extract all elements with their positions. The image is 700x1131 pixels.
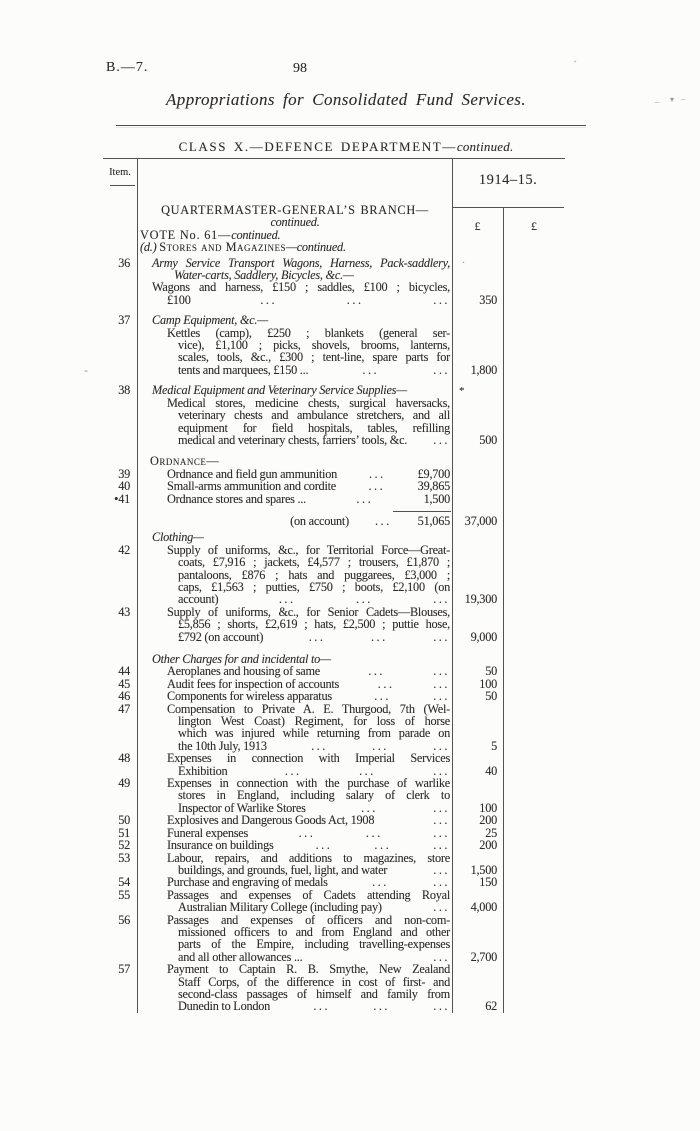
text-segment: Insurance on buildings (167, 838, 274, 853)
text-segment: —continued. (286, 240, 346, 255)
text-segment: Explosives and Dangerous Goods Act, 1908 (167, 813, 375, 828)
amount-cell-vote-total (503, 914, 565, 964)
amount-cell-1914-15 (452, 963, 503, 1013)
text-line (140, 1000, 450, 1012)
item-number: 50 (118, 813, 130, 828)
dot-leader: ... (433, 689, 450, 704)
dot-leader: ... (433, 838, 450, 853)
dot-leader: ... (372, 875, 389, 890)
entry-description (137, 914, 452, 964)
amount-cell-1914-15 (452, 889, 503, 914)
amount-cell-vote-total (503, 678, 565, 690)
item-number: 44 (118, 664, 130, 679)
dot-leader: ... (315, 838, 333, 853)
dot-leader: ... (433, 813, 450, 828)
text-segment: Payment to Captain R. B. Smythe, New Zealand (167, 962, 450, 977)
entry-item-36 (103, 257, 565, 307)
text-segment: Clothing— (152, 530, 204, 545)
item-number (103, 531, 137, 543)
scan-artifact: - (84, 363, 88, 377)
dot-leader: ... (365, 825, 383, 840)
pound-symbol-col2: £ (531, 219, 537, 233)
text-segment: Labour, repairs, and additions to magazines, store (167, 850, 450, 865)
amount-cell-1914-15 (452, 876, 503, 888)
dot-leader: ... (433, 949, 450, 964)
entry-item-57 (103, 963, 565, 1013)
dot-leader: ... (368, 664, 385, 679)
item-number: 57 (118, 962, 130, 977)
text-segment: Aeroplanes and housing of same (167, 664, 321, 679)
entry-description (137, 384, 452, 446)
entry-block (103, 515, 565, 527)
text-segment: — (206, 454, 219, 469)
item-number: 47 (118, 701, 130, 716)
amount-value: 37,000 (464, 513, 497, 528)
amount-value: 2,700 (470, 949, 497, 964)
text-segment: Staff Corps, of the difference in cost of first- and (178, 974, 450, 989)
amount-cell-vote-total (503, 690, 565, 702)
inline-amount: 1,500 (423, 491, 450, 506)
line-text (178, 434, 407, 446)
dot-leader: ... (433, 999, 450, 1014)
line-text (167, 493, 306, 505)
text-segment: and all other allowances ... (178, 949, 303, 964)
text-segment: £100 (167, 292, 191, 307)
entry-item-48 (103, 752, 565, 777)
text-segment: Dunedin to London (178, 999, 271, 1014)
item-number (103, 455, 137, 467)
entry-item-53 (103, 852, 565, 877)
line-text (178, 364, 308, 376)
amount-cell-vote-total (503, 777, 565, 814)
scan-artifact: ´ (573, 58, 577, 72)
amount-value: 100 (479, 676, 497, 691)
text-segment: medical and veterinary chests, farriers’ tools, &c. (178, 432, 408, 447)
amount-cell-1914-15 (452, 204, 503, 254)
amount-value: 1,500 (470, 862, 497, 877)
entry-item-47 (103, 703, 565, 753)
amount-cell-vote-total (503, 852, 565, 877)
item-number: 52 (118, 838, 130, 853)
item-number: 43 (118, 604, 130, 619)
text-segment: Ordnance and field gun ammunition (167, 466, 338, 481)
amount-value: 500 (479, 432, 497, 447)
text-segment: buildings, and grounds, fuel, light, and water (178, 862, 388, 877)
text-segment: Water-carts, Saddlery, Bicycles, &c.— (174, 268, 354, 283)
dot-leader: ... (374, 513, 392, 528)
text-segment: Exhibition (178, 763, 228, 778)
text-segment: Expenses in connection with the purchase of warlike (167, 776, 450, 791)
item-number: 38 (118, 383, 130, 398)
amount-value: 350 (479, 292, 497, 307)
amount-cell-vote-total (503, 653, 565, 665)
text-line (140, 434, 450, 446)
dot-leader: ... (377, 676, 395, 691)
dot-leader: ... (433, 875, 450, 890)
dot-leader: ... (372, 738, 389, 753)
item-number: 39 (118, 466, 130, 481)
item-number: 48 (118, 751, 130, 766)
scan-artifact: – (681, 94, 685, 103)
text-segment: tents and marquees, £150 ... (178, 362, 309, 377)
item-number: 51 (118, 825, 130, 840)
text-segment: continued. (270, 215, 320, 230)
entries (103, 158, 565, 1013)
item-number (103, 204, 137, 254)
scan-artifact: – (655, 97, 660, 107)
dot-leader: ... (433, 738, 450, 753)
text-segment: the 10th July, 1913 (178, 738, 267, 753)
amount-cell-1914-15 (452, 493, 503, 505)
entry-block (103, 204, 565, 254)
text-segment: missioned officers to and from England and other (178, 924, 450, 939)
dot-leader: ... (433, 862, 450, 877)
dot-leader: ... (356, 491, 374, 506)
item-number: 53 (118, 850, 130, 865)
text-segment: coats, £7,916 ; jackets, £4,577 ; trousers, £1,870 ; (178, 555, 450, 570)
text-segment: QUARTERMASTER-GENERAL’S BRANCH— (161, 203, 429, 217)
subtotal-rule (393, 511, 451, 512)
dot-leader: ... (359, 763, 376, 778)
entry-description (137, 204, 452, 254)
text-segment: scales, tools, &c., £300 ; tent-line, spare parts for (178, 350, 450, 365)
line-text (178, 631, 263, 643)
text-segment: Small-arms ammunition and cordite (167, 479, 336, 494)
amount-cell-1914-15 (452, 515, 503, 527)
entry-item-56 (103, 914, 565, 964)
page-number: 98 (293, 61, 307, 76)
amount-cell-1914-15 (452, 752, 503, 777)
inline-amount: 39,865 (417, 479, 450, 494)
entry-description (137, 515, 452, 527)
amount-cell-1914-15 (452, 914, 503, 964)
dot-leader: ... (433, 629, 450, 644)
item-column-header: Item. (109, 167, 131, 178)
entry-item-41 (103, 493, 565, 505)
amount-value: 200 (479, 813, 497, 828)
dot-leader: ... (356, 592, 373, 607)
amount-cell-1914-15 (452, 314, 503, 376)
text-segment: second-class passages of himself and family from (178, 986, 450, 1001)
text-segment: Funeral expenses (167, 825, 249, 840)
item-number: 56 (118, 912, 130, 927)
amount-value: 62 (485, 999, 497, 1014)
entry-description (137, 257, 452, 307)
text-segment: which was injured while returning from parade on (178, 726, 450, 741)
amount-value: 5 (491, 738, 497, 753)
dot-leader: ... (308, 629, 326, 644)
text-segment: Stores and Magazines (159, 240, 287, 255)
text-segment: Kettles (camp), £250 ; blankets (general ser- (167, 325, 450, 340)
dot-leader: ... (433, 800, 450, 815)
entry-description (137, 752, 452, 777)
amount-value: 1,800 (470, 362, 497, 377)
amount-value: 100 (479, 800, 497, 815)
item-number: 45 (118, 676, 130, 691)
text-line (140, 241, 450, 253)
entry-description (137, 314, 452, 376)
dot-leader: ... (433, 592, 450, 607)
dot-leader: ... (433, 763, 450, 778)
horizontal-rule (116, 125, 586, 126)
pound-symbol-col1: £ (474, 219, 481, 233)
item-number: 54 (118, 875, 130, 890)
text-segment: Australian Military College (including pay) (178, 900, 382, 915)
amount-value: 150 (479, 875, 497, 890)
item-number: 42 (118, 542, 130, 557)
item-number: 36 (118, 255, 130, 270)
dot-leader: ... (260, 292, 278, 307)
dot-leader: ... (368, 466, 386, 481)
amount-marker: * (459, 385, 465, 398)
amount-cell-vote-total (503, 531, 565, 543)
entry-description (137, 889, 452, 914)
text-line (140, 515, 450, 527)
amount-value: 19,300 (464, 592, 497, 607)
dot-leader: ... (311, 738, 328, 753)
text-segment: Ordnance (150, 454, 207, 469)
text-segment: Compensation to Private A. E. Thurgood, 7th (Wel- (167, 701, 450, 716)
document-title: Appropriations for Consolidated Fund Services. (166, 90, 526, 109)
amount-cell-1914-15 (452, 384, 503, 446)
item-number (103, 515, 137, 527)
text-line (140, 631, 450, 643)
dot-leader: ... (433, 664, 450, 679)
entry-item-37 (103, 314, 565, 376)
amount-cell-1914-15 (452, 257, 503, 307)
amount-cell-vote-total (503, 493, 565, 505)
amount-cell-1914-15 (452, 777, 503, 814)
text-segment: lington West Coast) Regiment, for loss of horse (178, 714, 450, 729)
dot-leader: ... (374, 689, 391, 704)
entry-description (137, 963, 452, 1013)
amount-value: 4,000 (470, 900, 497, 915)
amount-cell-vote-total (503, 544, 565, 606)
amount-value: 40 (485, 763, 497, 778)
text-segment: equipment for field hospitals, tables, refilling (178, 420, 450, 435)
text-segment: vice), £1,100 ; picks, shovels, brooms, lanterns, (178, 338, 450, 353)
dot-leader: ... (278, 592, 296, 607)
amount-cell-vote-total (503, 257, 565, 307)
amount-cell-1914-15 (452, 606, 503, 643)
entry-description (137, 606, 452, 643)
text-segment: £792 (on account) (178, 629, 264, 644)
text-line (140, 493, 450, 505)
dot-leader: ... (433, 432, 450, 447)
text-segment: Inspector of Warlike Stores (178, 800, 306, 815)
amount-cell-1914-15 (452, 480, 503, 492)
item-number: 37 (118, 313, 130, 328)
text-segment: Passages and expenses of Cadets attending Royal (167, 887, 450, 902)
text-segment: Supply of uniforms, &c., for Senior Cadets—Blouses, (167, 604, 450, 619)
text-segment: VOTE No. 61— (140, 227, 232, 242)
text-segment: Components for wireless apparatus (167, 689, 332, 704)
year-column-header: 1914–15. (478, 172, 538, 188)
dot-leader: ... (284, 763, 302, 778)
text-segment: pantaloons, £876 ; hats and puggarees, £3,000 ; (178, 567, 450, 582)
dot-leader: ... (433, 362, 450, 377)
text-segment: caps, £1,563 ; putties, £750 ; boots, £2,100 (on (178, 579, 450, 594)
dot-leader: ... (298, 825, 316, 840)
line-text (167, 294, 191, 306)
amount-cell-vote-total (503, 814, 565, 826)
amount-cell-vote-total (503, 827, 565, 839)
item-number: 49 (118, 776, 130, 791)
text-segment: Audit fees for inspection of accounts (167, 676, 340, 691)
dot-leader: ... (368, 479, 386, 494)
amount-cell-vote-total (503, 515, 565, 527)
text-segment: veterinary chests and ambulance stretchers, and all (178, 408, 450, 423)
amount-cell-vote-total (503, 963, 565, 1013)
amount-cell-1914-15 (452, 455, 503, 467)
text-segment: Purchase and engraving of medals (167, 875, 328, 890)
entry-item-38 (103, 384, 565, 446)
item-number: •41 (114, 491, 130, 506)
amount-cell-vote-total (503, 839, 565, 851)
text-segment: parts of the Empire, including travelling-expenses (178, 937, 450, 952)
entry-description (137, 852, 452, 877)
dot-leader: ... (433, 676, 450, 691)
amount-cell-1914-15 (452, 544, 503, 606)
entry-item-49 (103, 777, 565, 814)
item-number: 55 (118, 887, 130, 902)
amount-cell-vote-total (503, 204, 565, 254)
amount-value: 9,000 (470, 629, 497, 644)
entry-description (137, 703, 452, 753)
entry-item-55 (103, 889, 565, 914)
amount-cell-1914-15 (452, 814, 503, 826)
entry-item-43 (103, 606, 565, 643)
text-segment: Camp Equipment, &c.— (152, 313, 268, 328)
amount-cell-1914-15 (452, 665, 503, 677)
dot-leader: ... (433, 825, 450, 840)
amount-cell-vote-total (503, 455, 565, 467)
text-line (140, 294, 450, 306)
scan-artifact: . (462, 252, 465, 266)
amount-cell-1914-15 (452, 852, 503, 877)
amount-value: 25 (485, 825, 497, 840)
text-segment: account) (178, 592, 219, 607)
text-segment: Supply of uniforms, &c., for Territorial Force—Great- (167, 542, 450, 557)
text-segment: Expenses in connection with Imperial Services (167, 751, 450, 766)
dot-leader: ... (374, 838, 392, 853)
text-segment: continued. (231, 227, 281, 242)
amount-cell-vote-total (503, 606, 565, 643)
item-number: 46 (118, 689, 130, 704)
amount-cell-vote-total (503, 468, 565, 480)
amount-value: 200 (479, 838, 497, 853)
inline-amount: 51,065 (417, 513, 450, 528)
text-segment: Medical Equipment and Veterinary Service Supplies— (152, 383, 407, 398)
text-segment: Ordnance stores and spares ... (167, 491, 306, 506)
text-segment: stores in England, including salary of clerk to (178, 788, 450, 803)
amount-cell-1914-15 (452, 468, 503, 480)
inline-amount: £9,700 (417, 466, 450, 481)
text-segment: £5,856 ; shorts, £2,619 ; hats, £2,500 ; puttie hose, (178, 617, 450, 632)
class-heading-continued: continued. (456, 139, 514, 154)
dot-leader: ... (362, 362, 380, 377)
line-text (178, 1000, 270, 1012)
entry-item-42 (103, 544, 565, 606)
class-heading (100, 139, 592, 155)
dot-leader: ... (313, 999, 331, 1014)
entry-description (137, 544, 452, 606)
text-segment: Wagons and harness, £150 ; saddles, £100 ; bicycles, (152, 280, 450, 295)
text-segment: Other Charges for and incidental to— (152, 652, 331, 666)
amount-cell-vote-total (503, 480, 565, 492)
appropriations-table (103, 158, 565, 1013)
text-segment: (on account) (290, 513, 349, 528)
text-segment: Medical stores, medicine chests, surgical haversacks, (167, 395, 450, 410)
dot-leader: ... (433, 900, 450, 915)
dot-leader: ... (433, 292, 450, 307)
text-line (140, 364, 450, 376)
text-segment: Passages and expenses of officers and non-com- (167, 912, 450, 927)
amount-cell-1914-15 (452, 531, 503, 543)
dot-leader: ... (370, 629, 388, 644)
amount-value: 50 (485, 689, 497, 704)
dot-leader: ... (361, 800, 378, 815)
line-text (290, 515, 349, 527)
text-segment: Army Service Transport Wagons, Harness, Pack-saddlery, (152, 255, 450, 270)
amount-cell-1914-15 (452, 690, 503, 702)
amount-cell-vote-total (503, 665, 565, 677)
amount-cell-vote-total (503, 889, 565, 914)
class-heading-caps: CLASS X.—DEFENCE DEPARTMENT— (178, 139, 457, 154)
amount-cell-1914-15 (452, 839, 503, 851)
amount-value: 50 (485, 664, 497, 679)
entry-description (137, 777, 452, 814)
amount-cell-vote-total (503, 384, 565, 446)
amount-cell-vote-total (503, 703, 565, 753)
dot-leader: ... (373, 999, 391, 1014)
amount-cell-vote-total (503, 876, 565, 888)
amount-cell-1914-15 (452, 703, 503, 753)
scan-artifact: ▾ (670, 95, 675, 104)
document-reference: B.—7. (106, 60, 149, 75)
amount-cell-vote-total (503, 314, 565, 376)
dot-leader: ... (346, 292, 364, 307)
text-segment: (d.) (140, 240, 160, 255)
item-number: 40 (118, 479, 130, 494)
amount-cell-vote-total (503, 752, 565, 777)
entry-description (137, 493, 452, 505)
